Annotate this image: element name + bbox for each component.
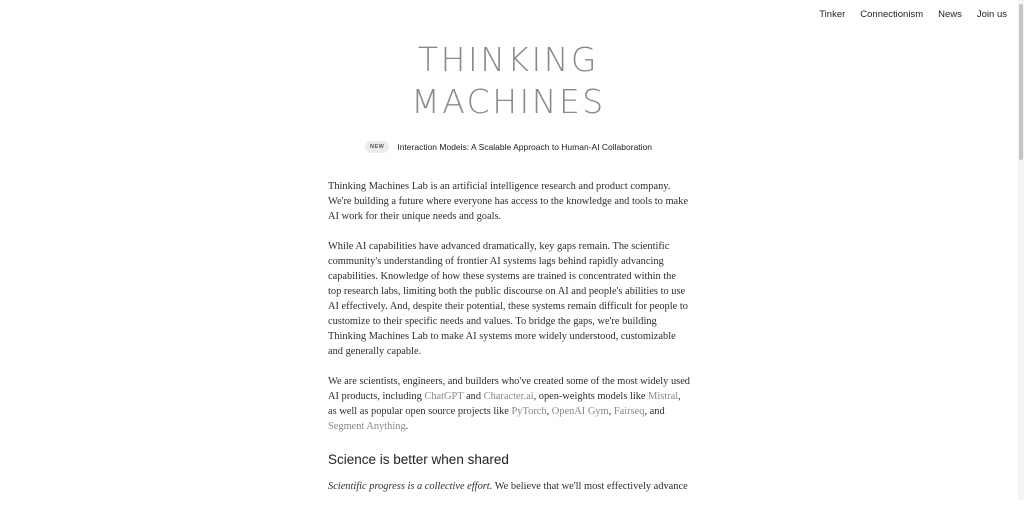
text: , open-weights models like (533, 391, 649, 402)
text: , (546, 406, 552, 417)
scrollbar-thumb[interactable] (1019, 4, 1023, 160)
nav-news[interactable]: News (938, 9, 962, 20)
intro-paragraph: Thinking Machines Lab is an artificial intelligence research and product company. We're building a future where everyone has access to the knowledge and tools to make AI work for their unique needs and goals. (328, 181, 688, 222)
announcement-banner (0, 141, 1017, 153)
link-character-ai[interactable]: Character.ai (483, 391, 534, 402)
link-pytorch[interactable]: PyTorch (511, 406, 547, 417)
team-paragraph (328, 374, 690, 434)
text: , (608, 406, 614, 417)
link-fairseq[interactable]: Fairseq (613, 406, 645, 417)
text: We are scientists, engineers, and builders who've created some of the most widely used AI products, including (328, 376, 691, 402)
main-content (328, 179, 690, 509)
link-chatgpt[interactable]: ChatGPT (424, 391, 464, 402)
section-heading: Science is better when shared (328, 452, 509, 467)
lead-italic: Scientific progress is a collective effort. (328, 481, 493, 492)
lead-rest: We believe that we'll most effectively advance (492, 481, 688, 492)
gaps-paragraph: While AI capabilities have advanced dramatically, key gaps remain. The scientific community's understanding of frontier AI systems lags behind rapidly advancing capabilities. Knowledge of how these systems are trained is concentrated within the top research labs, limiting both the public discourse on AI and people's abilities to use AI effectively. And, despite their potential, these systems remain difficult for people to customize to their specific needs and values. To bridge the gaps, we're building Thinking Machines Lab to make AI systems more widely understood, customizable and generally capable. (328, 241, 688, 357)
text: . (405, 421, 409, 432)
nav-connectionism[interactable]: Connectionism (860, 9, 924, 20)
new-badge: NEW (365, 141, 389, 153)
announcement-link[interactable]: Interaction Models: A Scalable Approach to Human-AI Collaboration (397, 142, 653, 152)
text: and (463, 391, 484, 402)
link-openai-gym[interactable]: OpenAI Gym (551, 406, 609, 417)
link-segment-anything[interactable]: Segment Anything (328, 421, 406, 432)
text: , as well as popular open source projects like (328, 391, 681, 417)
logo-line-2: MACHINES (411, 82, 606, 121)
science-paragraph (328, 479, 690, 494)
logo-line-1: THINKING (417, 40, 600, 79)
nav-join-us[interactable]: Join us (976, 9, 1007, 20)
nav-tinker[interactable]: Tinker (819, 9, 846, 20)
scrollbar[interactable] (1018, 0, 1024, 500)
text: , and (644, 406, 665, 417)
top-nav (819, 9, 1007, 20)
link-mistral[interactable]: Mistral (648, 391, 679, 402)
